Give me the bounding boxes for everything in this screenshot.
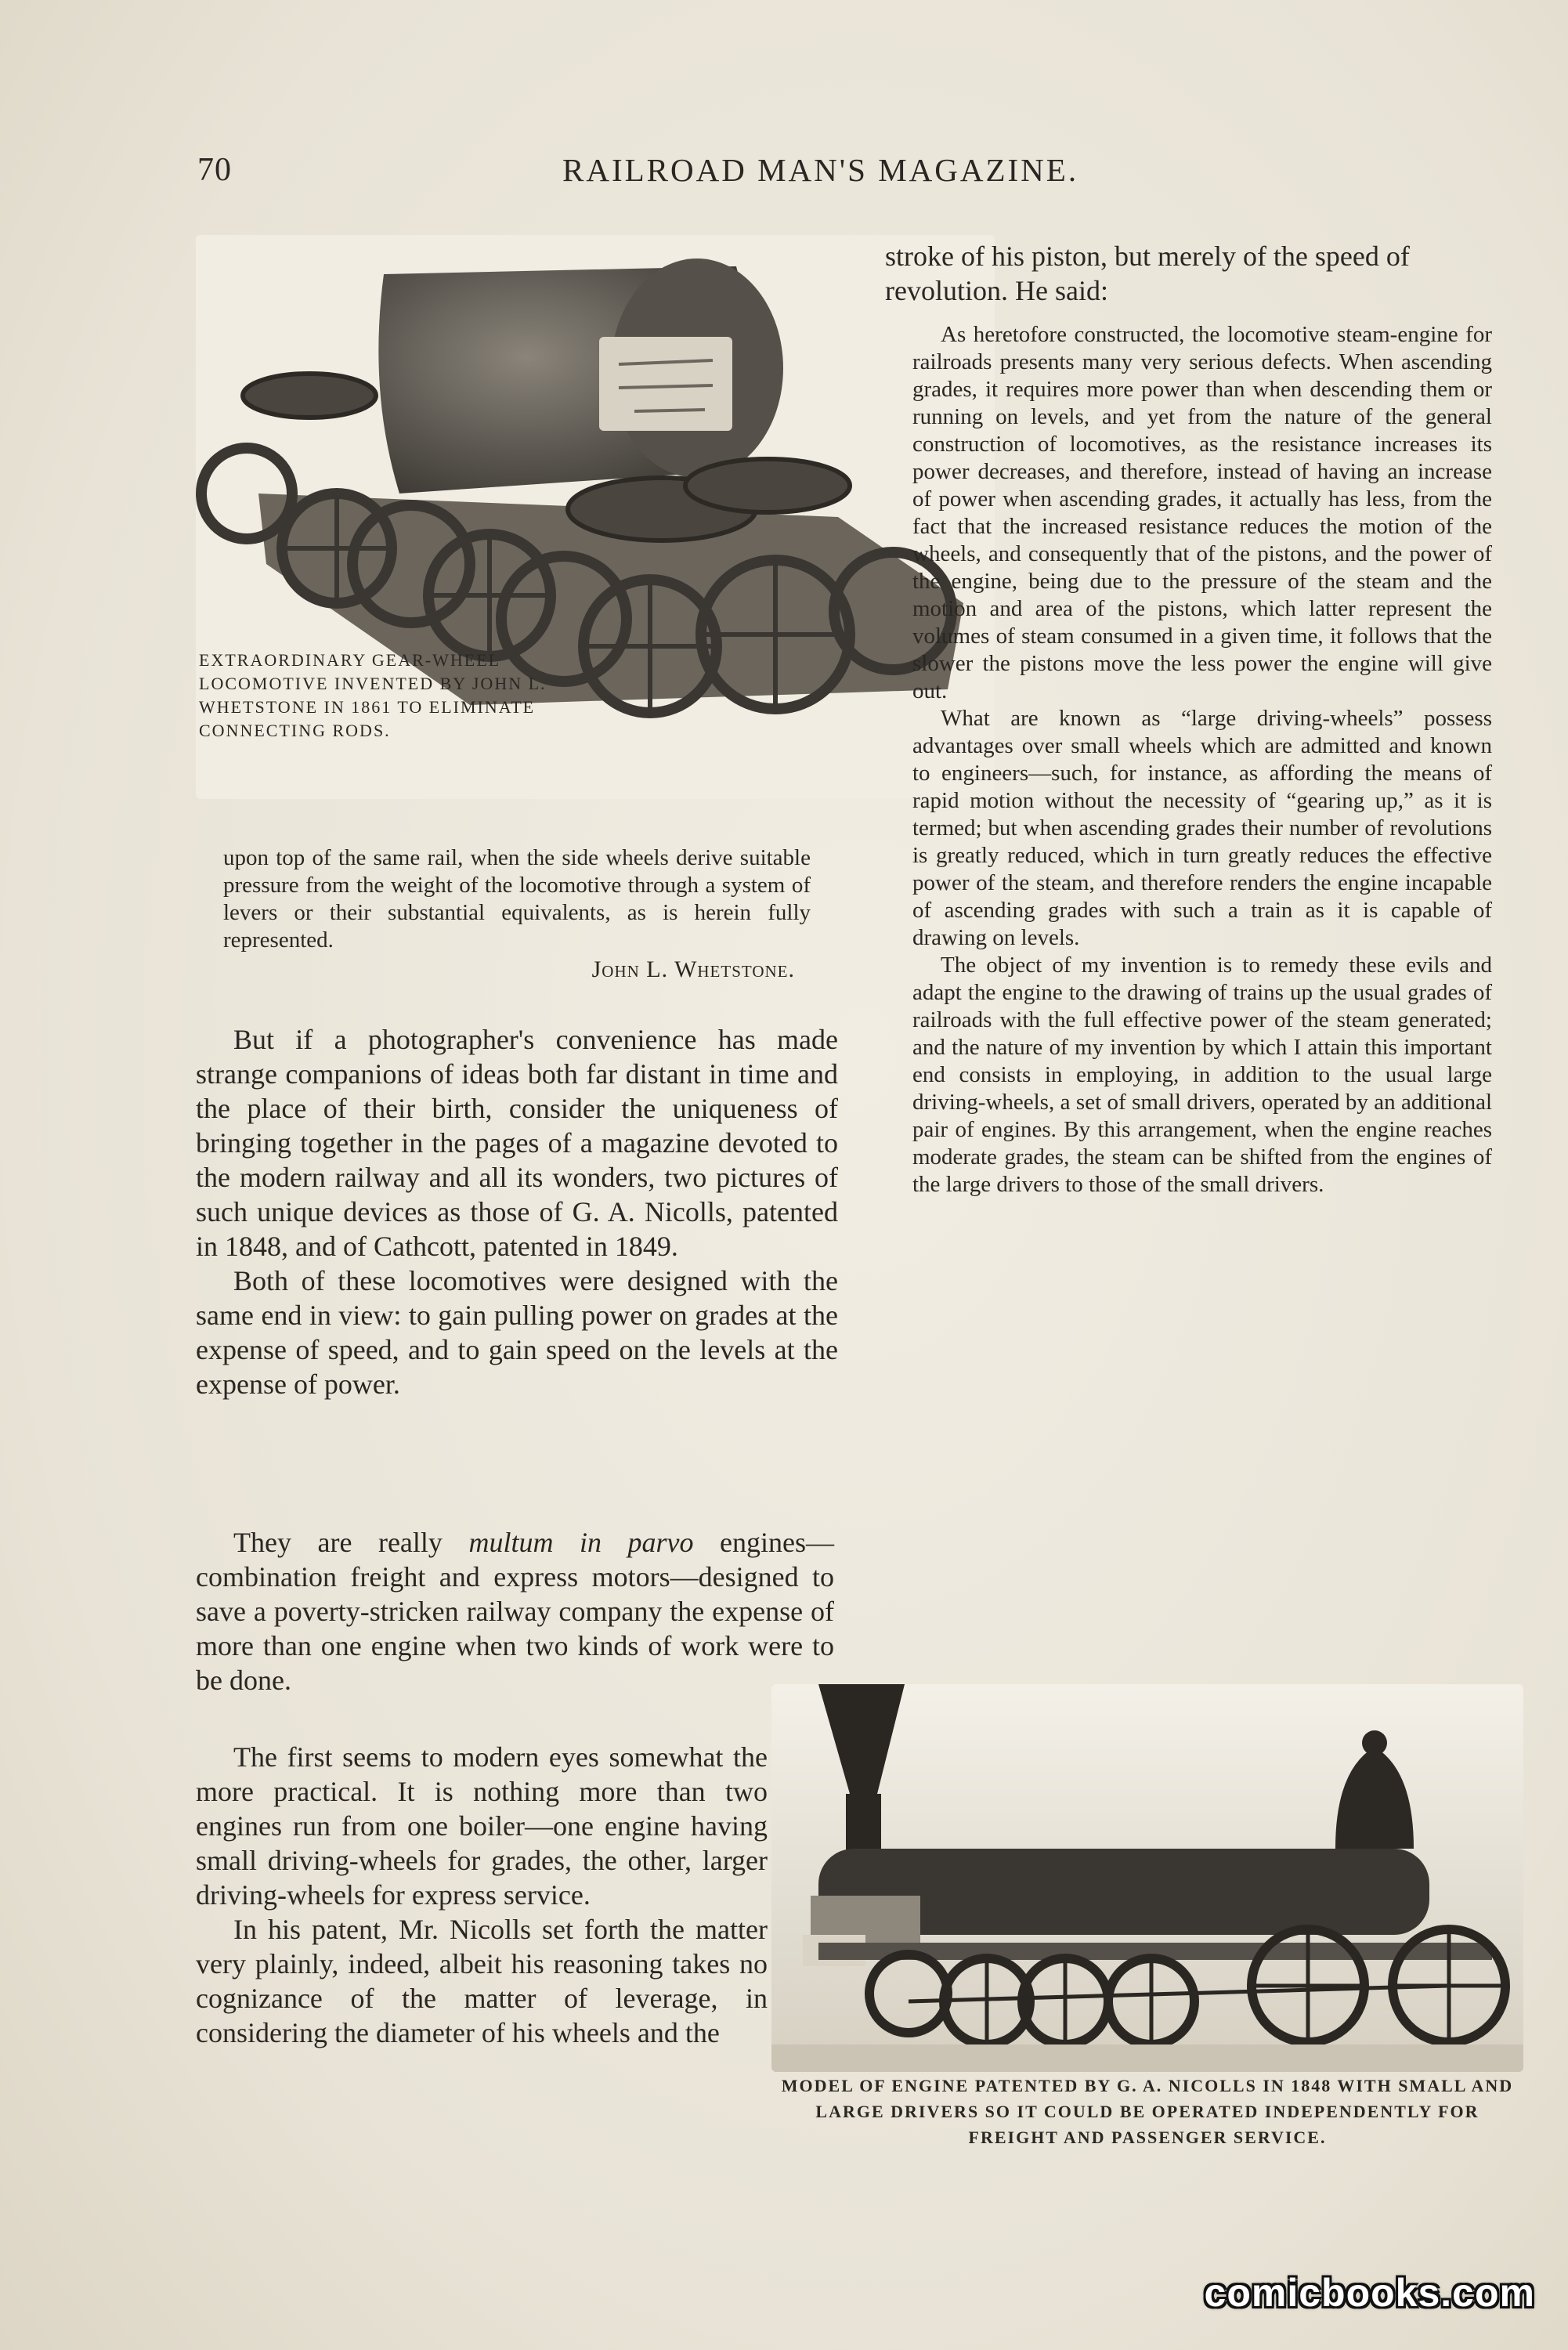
multum-italic: multum in parvo	[468, 1527, 694, 1558]
quote-signature: John L. Whetstone.	[591, 956, 795, 982]
figure-caption-top: EXTRAORDINARY GEAR-WHEEL LOCOMOTIVE INVENTED BY JOHN L. WHETSTONE IN 1861 TO ELIMINATE CONNECTING RODS.	[199, 650, 547, 740]
paragraph: In his patent, Mr. Nicolls set forth the matter very plainly, indeed, albeit his reasoning takes no cognizance of the matter of leverage, in considering the diameter of his wheels and the	[196, 1914, 768, 2048]
right-column-quote	[912, 321, 1492, 1198]
quote-paragraph: As heretofore constructed, the locomotive steam-engine for railroads presents many very serious defects. When ascending grades, it requires more power than when descending them or running on levels, and yet from the nature of the general construction of locomotives, as the resistance increases its power decreases, and therefore, instead of having an increase of power when ascending grades, it actually has less, from the fact that the increased resistance reduces the motion of the wheels, and consequently that of the pistons, and the power of the engine, being due to the pressure of the steam and the motion and area of the pistons, which latter represent the volumes of steam consumed in a given time, it follows that the slower the pistons move the less power the engine will give out.	[912, 322, 1492, 703]
figure-caption-bottom: MODEL OF ENGINE PATENTED BY G. A. NICOLLS IN 1848 WITH SMALL AND LARGE DRIVERS SO IT COULD BE OPERATED INDEPENDENTLY FOR FREIGHT AND PASSENGER SERVICE.	[781, 2076, 1514, 2147]
left-column-body-bottom	[196, 1740, 768, 2050]
paragraph: Both of these locomotives were designed with the same end in view: to gain pulling power on grades at the expense of speed, and to gain speed on the levels at the expense of power.	[196, 1265, 838, 1400]
nameplate	[599, 337, 732, 431]
quote-paragraph: What are known as “large driving-wheels” possess advantages over small wheels which are admitted and known to engineers—such, for instance, as affording the means of rapid motion without the necessity of “gearing up,” as it is termed; but when ascending grades their number of revolutions is greatly reduced, which in turn greatly reduces the effective power of the steam, and therefore renders the engine incapable of ascending grades with such a train as it is capable of drawing on levels.	[912, 706, 1492, 950]
left-column-body-narrow	[196, 1525, 834, 1697]
site-watermark: comicbooks.com	[1204, 2271, 1535, 2315]
nicolls-engine-model-photo	[771, 1684, 1523, 2072]
right-column-intro: stroke of his piston, but merely of the speed of revolution. He said:	[885, 240, 1410, 306]
left-quote-end	[223, 844, 811, 983]
running-title: RAILROAD MAN'S MAGAZINE.	[562, 152, 1079, 188]
paragraph: But if a photographer's convenience has made strange companions of ideas both far distant in time and the place of their birth, consider the uniqueness of bringing together in the pages of a magazine devoted to the modern railway and all its wonders, two pictures of such unique devices as those of G. A. Nicolls, patented in 1848, and of Cathcott, patented in 1849.	[196, 1024, 838, 1262]
quote-paragraph: The object of my invention is to remedy these evils and adapt the engine to the drawing of trains up the usual grades of railroads with the full effective power of the steam generated; and the nature of my invention by which I attain this important end consists in employing, in addition to the usual large driving-wheels, a set of small drivers, operated by an additional pair of engines. By this arrangement, when the engine reaches moderate grades, the steam can be shifted from the engines of the large drivers to those of the small drivers.	[912, 953, 1492, 1197]
page-number: 70	[197, 152, 232, 188]
multum-post: engines—combination freight and express motors—designed to save a poverty-stricken railway company the expense of more than one engine when two kinds of work were to be done.	[196, 1527, 834, 1696]
left-column-body	[196, 1022, 838, 1401]
quote-end-text: upon top of the same rail, when the side wheels derive suitable pressure from the weight of the locomotive through a system of levers or their substantial equivalents, as is herein fully represented.	[223, 845, 811, 953]
paragraph-multum	[196, 1525, 834, 1697]
paragraph: The first seems to modern eyes somewhat the more practical. It is nothing more than two engines run from one boiler—one engine having small driving-wheels for grades, the other, larger driving-wheels for express service.	[196, 1741, 768, 1911]
multum-pre: They are really	[233, 1527, 469, 1558]
